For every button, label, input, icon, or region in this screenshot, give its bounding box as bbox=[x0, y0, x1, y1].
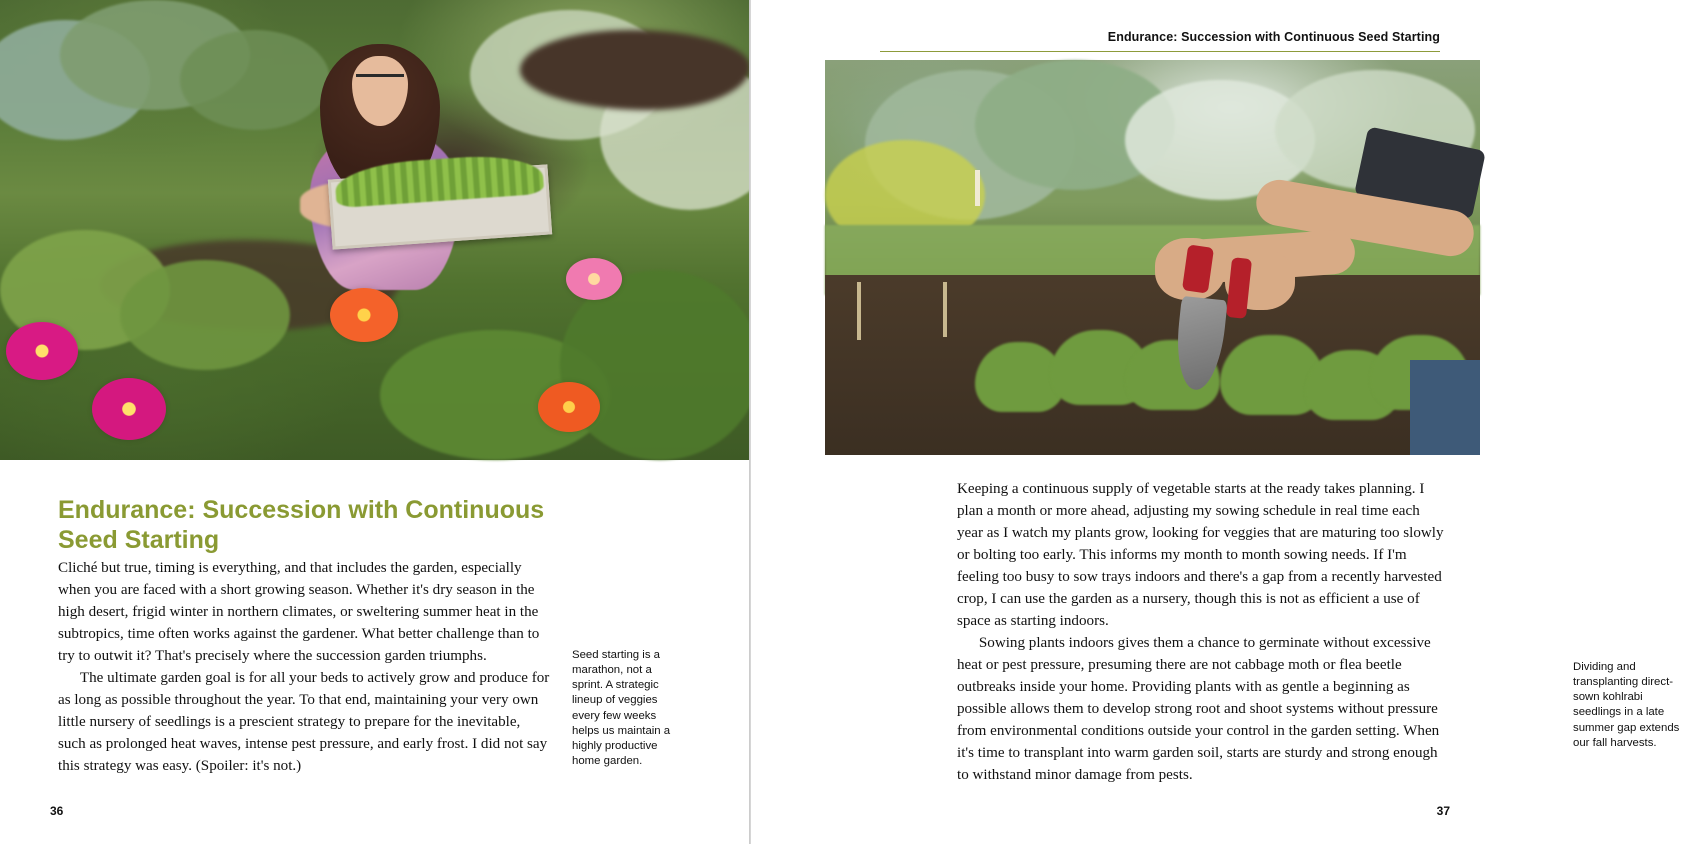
page-number-right: 37 bbox=[1436, 804, 1450, 818]
seedling-tray bbox=[328, 164, 552, 249]
spread-gutter bbox=[749, 0, 751, 844]
jeans bbox=[1410, 360, 1480, 455]
paragraph: The ultimate garden goal is for all your beds to actively grow and produce for as long as possible throughout the year. To that end, maintaining your very own little nursery of seedlings is a prescient strategy to prepare for the inevitable, such as prolonged heat waves, intense pest pressure, and early frost. I did not say this strategy was easy. (Spoiler: it's not.) bbox=[58, 670, 550, 775]
right-body-text bbox=[957, 478, 1445, 786]
left-body-text bbox=[58, 557, 550, 777]
paragraph: Sowing plants indoors gives them a chance to germinate without excessive heat or pest pressure, presuming there are not cabbage moth or flea beetle outbreaks inside your home. Providing plants with as gentle a beginning as possible allows them to develop strong root and shoot systems without pressure from environmental conditions outside your control in the garden setting. When it's time to transplant into warm garden soil, starts are sturdy and strong enough to withstand minor damage from pests. bbox=[957, 635, 1440, 784]
zinnia-flower bbox=[92, 378, 166, 440]
right-page bbox=[750, 0, 1680, 844]
paragraph: Cliché but true, timing is everything, and that includes the garden, especially when you are faced with a short growing season. Whether it's dry season in the high desert, frigid winter in northern climates, or sweltering summer heat in the subtropics, time often works against the gardener. What better challenge than to try to outwit it? That's precisely where the succession garden triumphs. bbox=[58, 560, 540, 665]
gardener-holding-seedling-tray-photo bbox=[0, 0, 750, 460]
foliage-blob bbox=[180, 30, 330, 130]
left-photo-caption: Seed starting is a marathon, not a sprint. A strategic lineup of veggies every few weeks helps us maintain a highly productive home garden. bbox=[572, 649, 671, 768]
foliage-blob bbox=[120, 260, 290, 370]
zinnia-flower bbox=[538, 382, 600, 432]
transplanting-kohlrabi-photo bbox=[825, 60, 1480, 455]
row-marker-stake bbox=[857, 282, 861, 340]
running-head: Endurance: Succession with Continuous Seed Starting bbox=[880, 30, 1440, 52]
page-number-left: 36 bbox=[50, 804, 64, 818]
row-marker-stake bbox=[943, 282, 947, 337]
paragraph: Keeping a continuous supply of vegetable starts at the ready takes planning. I plan a month or more ahead, adjusting my sowing schedule in real time each year as I watch my plants grow, looking for veggies that are maturing too slowly or bolting too early. This informs my month to month sowing needs. If I'm feeling too busy to sow trays indoors and there's a gap from a recently harvested crop, I can use the garden as a nursery, though this is not as efficient a use of space as starting indoors. bbox=[957, 481, 1444, 630]
plant-label bbox=[975, 170, 980, 206]
glasses-icon bbox=[356, 74, 404, 84]
zinnia-flower bbox=[330, 288, 398, 342]
chapter-title: Endurance: Succession with Continuous Seed Starting bbox=[58, 495, 545, 555]
right-photo-caption: Dividing and transplanting direct-sown kohlrabi seedlings in a late summer gap extends our fall harvests. bbox=[1573, 661, 1680, 749]
left-page bbox=[0, 0, 750, 844]
zinnia-flower bbox=[566, 258, 622, 300]
zinnia-flower bbox=[6, 322, 78, 380]
